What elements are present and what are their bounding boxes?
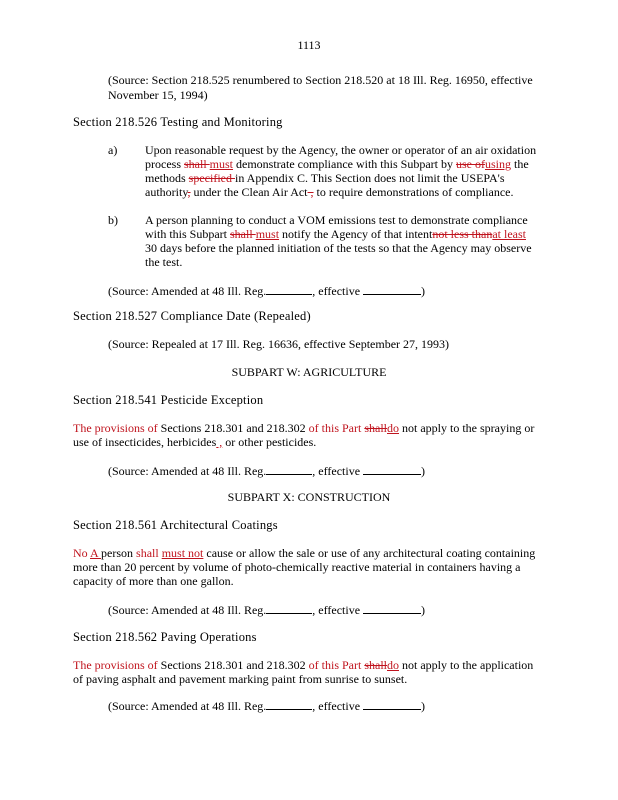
deleted-text: , — [307, 185, 314, 199]
section-218-561-line-2: more than 20 percent by volume of photo-chemically reactive material in containers having a — [73, 560, 521, 574]
subsection-a-line-2: process shall must demonstrate compliance with this Subpart by use ofusing the — [145, 157, 529, 171]
deleted-text: not less than — [432, 227, 493, 241]
inserted-text: must — [209, 157, 234, 171]
deleted-text: shall — [230, 227, 256, 241]
section-218-562-line-2: of paving asphalt and pavement marking paint from sunrise to sunset. — [73, 672, 408, 686]
section-218-562-line-1: The provisions of Sections 218.301 and 218.302 of this Part shalldo not apply to the application — [73, 658, 534, 672]
subpart-x-heading: SUBPART X: CONSTRUCTION — [227, 490, 391, 504]
page-number: 1113 — [297, 38, 321, 52]
source-note-renumbered-line-2: November 15, 1994) — [108, 88, 208, 102]
section-218-562-heading: Section 218.562 Paving Operations — [73, 630, 257, 644]
subpart-w-heading: SUBPART W: AGRICULTURE — [231, 365, 387, 379]
inserted-text: A — [90, 546, 102, 560]
deleted-text: shall — [364, 658, 387, 672]
section-218-527-heading: Section 218.527 Compliance Date (Repealed) — [73, 309, 311, 323]
section-218-562-source-note: (Source: Amended at 48 Ill. Reg. , effective ) — [108, 699, 426, 713]
section-218-541-line-2: use of insecticides, herbicides , or other pesticides. — [73, 435, 317, 449]
deleted-text: shall — [364, 421, 387, 435]
deleted-text: , — [187, 185, 191, 199]
source-note-renumbered-line-1: (Source: Section 218.525 renumbered to Section 218.520 at 18 Ill. Reg. 16950, effective — [108, 73, 533, 87]
blank-line — [363, 283, 421, 295]
blank-line — [266, 602, 312, 614]
inserted-text: do — [387, 421, 399, 435]
section-218-541-line-1: The provisions of Sections 218.301 and 218.302 of this Part shalldo not apply to the spraying or — [73, 421, 535, 435]
section-218-526-source-note: (Source: Amended at 48 Ill. Reg. , effective ) — [108, 284, 426, 298]
subsection-a-line-4: authority, under the Clean Air Act , to require demonstrations of compliance. — [145, 185, 514, 199]
blank-line — [363, 602, 421, 614]
deleted-text: specified — [188, 171, 235, 185]
section-218-561-source-note: (Source: Amended at 48 Ill. Reg. , effective ) — [108, 603, 426, 617]
inserted-text: at least — [492, 227, 526, 241]
blank-line — [266, 283, 312, 295]
subsection-b-label: b) — [108, 213, 118, 227]
deleted-text: use of — [455, 157, 485, 171]
blank-line — [266, 463, 312, 475]
section-218-541-source-note: (Source: Amended at 48 Ill. Reg. , effective ) — [108, 464, 426, 478]
subsection-a-line-1: Upon reasonable request by the Agency, the owner or operator of an air oxidation — [145, 143, 537, 157]
deleted-text: shall — [184, 157, 210, 171]
blank-line — [266, 698, 312, 710]
section-218-561-line-1: No A person shall must not cause or allow the sale or use of any architectural coating containing — [73, 546, 536, 560]
inserted-text: must not — [161, 546, 204, 560]
subsection-a-line-3: methods specified in Appendix C. This Section does not limit the USEPA's — [145, 171, 505, 185]
subsection-a-label: a) — [108, 143, 118, 157]
section-218-561-heading: Section 218.561 Architectural Coatings — [73, 518, 278, 532]
inserted-text: using — [484, 157, 511, 171]
section-218-526-heading: Section 218.526 Testing and Monitoring — [73, 115, 283, 129]
blank-line — [363, 698, 421, 710]
subsection-b-line-1: A person planning to conduct a VOM emissions test to demonstrate compliance — [145, 213, 528, 227]
inserted-text: do — [387, 658, 399, 672]
inserted-text: must — [255, 227, 280, 241]
subsection-b-line-3: 30 days before the planned initiation of the tests so that the Agency may observe — [145, 241, 532, 255]
section-218-541-heading: Section 218.541 Pesticide Exception — [73, 393, 264, 407]
section-218-561-line-3: capacity of more than one gallon. — [73, 574, 234, 588]
subsection-b-line-4: the test. — [145, 255, 183, 269]
section-218-527-source-note: (Source: Repealed at 17 Ill. Reg. 16636, effective September 27, 1993) — [108, 337, 450, 351]
subsection-b-line-2: with this Subpart shall must notify the Agency of that intentnot less thanat least — [145, 227, 526, 241]
blank-line — [363, 463, 421, 475]
inserted-text: , — [216, 435, 223, 449]
